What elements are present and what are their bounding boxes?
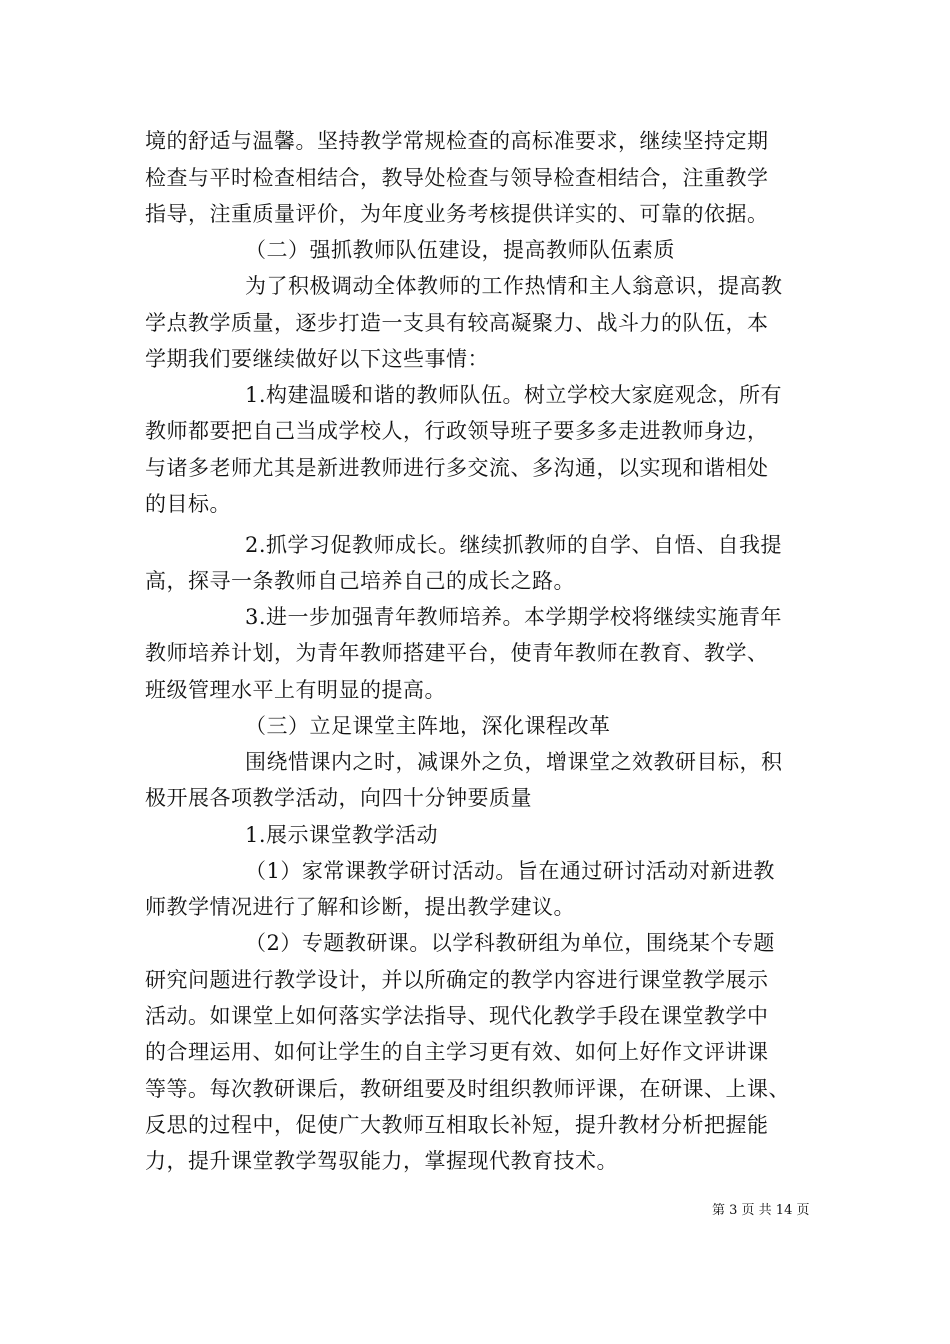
text-line: （1）家常课教学研讨活动。旨在通过研讨活动对新进教: [245, 859, 775, 883]
text-line: 的合理运用、如何让学生的自主学习更有效、如何上好作文评讲课: [145, 1040, 769, 1064]
text-line: 班级管理水平上有明显的提高。: [145, 678, 446, 702]
text-line: 为了积极调动全体教师的工作热情和主人翁意识，提高教: [245, 274, 783, 298]
text-line: 学点教学质量，逐步打造一支具有较高凝聚力、战斗力的队伍，本: [145, 311, 769, 335]
text-line: 学期我们要继续做好以下这些事情：: [145, 347, 489, 371]
text-line: 等等。每次教研课后，教研组要及时组织教师评课，在研课、上课、: [145, 1077, 790, 1101]
text-line: 教师培养计划，为青年教师搭建平台，使青年教师在教育、教学、: [145, 641, 769, 665]
text-line: 反思的过程中，促使广大教师互相取长补短，提升教材分析把握能: [145, 1113, 769, 1137]
text-line: 活动。如课堂上如何落实学法指导、现代化教学手段在课堂教学中: [145, 1004, 769, 1028]
text-line: （2）专题教研课。以学科教研组为单位，围绕某个专题: [245, 931, 775, 955]
text-line: 的目标。: [145, 492, 231, 516]
text-line: 研究问题进行教学设计，并以所确定的教学内容进行课堂教学展示: [145, 968, 769, 992]
text-line: 境的舒适与温馨。坚持教学常规检查的高标准要求，继续坚持定期: [145, 129, 769, 153]
text-line: 教师都要把自己当成学校人，行政领导班子要多多走进教师身边，: [145, 419, 769, 443]
text-line: 3.进一步加强青年教师培养。本学期学校将继续实施青年: [245, 605, 783, 629]
section-heading: （三）立足课堂主阵地，深化课程改革: [245, 714, 611, 738]
text-line: 检查与平时检查相结合，教导处检查与领导检查相结合，注重教学: [145, 166, 769, 190]
text-line: 极开展各项教学活动，向四十分钟要质量: [145, 786, 532, 810]
text-line: 围绕惜课内之时，减课外之负，增课堂之效教研目标，积: [245, 750, 783, 774]
text-line: 指导，注重质量评价，为年度业务考核提供详实的、可靠的依据。: [145, 202, 769, 226]
text-line: 师教学情况进行了解和诊断，提出教学建议。: [145, 895, 575, 919]
text-line: 2.抓学习促教师成长。继续抓教师的自学、自悟、自我提: [245, 533, 783, 557]
section-heading: （二）强抓教师队伍建设，提高教师队伍素质: [245, 238, 675, 262]
text-line: 与诸多老师尤其是新进教师进行多交流、多沟通，以实现和谐相处: [145, 456, 769, 480]
subsection-heading: 1.展示课堂教学活动: [245, 823, 439, 847]
text-line: 高，探寻一条教师自己培养自己的成长之路。: [145, 569, 575, 593]
text-line: 力，提升课堂教学驾驭能力，掌握现代教育技术。: [145, 1149, 618, 1173]
page-number-footer: 第 3 页 共 14 页: [712, 1203, 810, 1218]
text-line: 1.构建温暖和谐的教师队伍。树立学校大家庭观念，所有: [245, 383, 783, 407]
